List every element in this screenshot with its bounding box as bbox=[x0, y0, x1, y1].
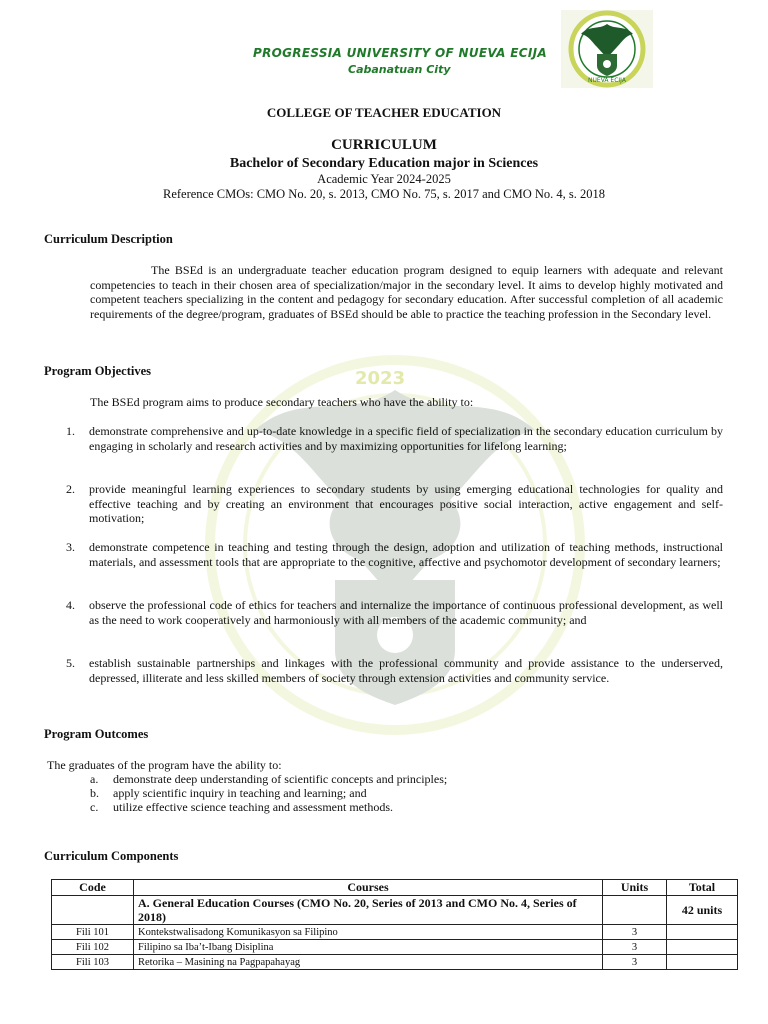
degree-title: Bachelor of Secondary Education major in Sciences bbox=[229, 156, 539, 171]
column-header-units: Units bbox=[603, 880, 667, 896]
table-row bbox=[52, 940, 738, 955]
course-code: Fili 101 bbox=[52, 925, 134, 940]
course-units: 3 bbox=[603, 925, 667, 940]
course-name: Filipino sa Iba’t-Ibang Disiplina bbox=[134, 940, 603, 955]
table-row bbox=[52, 925, 738, 940]
column-header-total: Total bbox=[667, 880, 738, 896]
objective-text: demonstrate comprehensive and up-to-date knowledge in a specific field of specialization in the secondary education curriculum by engaging in scholarly and research activities and by maximizing opportunities for lifelong learning; bbox=[89, 424, 723, 453]
outcome-text: demonstrate deep understanding of scientific concepts and principles; bbox=[113, 772, 448, 786]
course-units: 3 bbox=[603, 955, 667, 970]
column-header-courses: Courses bbox=[134, 880, 603, 896]
table-row bbox=[52, 955, 738, 970]
university-city: Cabanatuan City bbox=[348, 63, 451, 76]
section-heading-description: Curriculum Description bbox=[44, 232, 173, 246]
course-units: 3 bbox=[603, 940, 667, 955]
course-code: Fili 103 bbox=[52, 955, 134, 970]
section-heading-components: Curriculum Components bbox=[44, 849, 179, 863]
seal-year: 2023 bbox=[355, 368, 406, 389]
objective-number: 4. bbox=[66, 598, 75, 612]
outcomes-intro: The graduates of the program have the ability to: bbox=[47, 758, 282, 772]
college-name: COLLEGE OF TEACHER EDUCATION bbox=[266, 105, 502, 120]
group-total: 42 units bbox=[667, 896, 738, 925]
section-heading-objectives: Program Objectives bbox=[44, 364, 152, 378]
objective-number: 5. bbox=[66, 656, 75, 670]
academic-year: Academic Year 2024-2025 bbox=[317, 172, 451, 186]
objective-text: establish sustainable partnerships and linkages with the professional community and provide assistance to the underserved, depressed, illiterate and less skilled members of society through extension activities and community service. bbox=[89, 656, 723, 685]
outcome-letter: b. bbox=[90, 786, 99, 800]
objective-text: observe the professional code of ethics for teachers and internalize the importance of continuous professional development, as well as the need to work cooperatively and harmoniously with all members of the academic community; and bbox=[89, 598, 723, 627]
objective-text: demonstrate competence in teaching and testing through the design, adoption and utilization of teaching methods, instructional materials, and assessment tools that are appropriate to the cognitive, affective and psychomotor development of secondary learners; bbox=[89, 540, 723, 569]
section-heading-outcomes: Program Outcomes bbox=[44, 727, 149, 741]
university-name: PROGRESSIA UNIVERSITY OF NUEVA ECIJA bbox=[253, 46, 547, 60]
description-text: The BSEd is an undergraduate teacher education program designed to equip learners with adequate and relevant competencies to teach in their chosen area of specialization/major in the secondary level. It aims to develop highly motivated and competent teachers specializing in the content and pedagogy for secondary education. After successful completion of all academic requirements of the degree/program, graduates of BSEd should be able to practice the teaching profession in the Secondary level. bbox=[90, 263, 723, 321]
table-header-row bbox=[52, 880, 738, 896]
column-header-code: Code bbox=[52, 880, 134, 896]
course-code: Fili 102 bbox=[52, 940, 134, 955]
university-seal-logo bbox=[561, 10, 653, 88]
group-title: A. General Education Courses (CMO No. 20, Series of 2013 and CMO No. 4, Series of 2018) bbox=[134, 896, 603, 925]
page-title: CURRICULUM bbox=[331, 137, 437, 153]
table-group-row bbox=[52, 896, 738, 925]
outcome-letter: c. bbox=[90, 800, 99, 814]
reference-cmos: Reference CMOs: CMO No. 20, s. 2013, CMO No. 75, s. 2017 and CMO No. 4, s. 2018 bbox=[162, 187, 605, 201]
curriculum-components-table bbox=[51, 879, 738, 970]
objective-number: 1. bbox=[66, 424, 75, 438]
course-name: Retorika – Masining na Pagpapahayag bbox=[134, 955, 603, 970]
objective-text: provide meaningful learning experiences to secondary students by using emerging educational technologies for quality and effective teaching and by creating an environment that encourages positive social interaction, active engagement and self-motivation; bbox=[89, 482, 723, 526]
outcome-text: utilize effective science teaching and assessment methods. bbox=[113, 800, 394, 814]
course-name: Kontekstwalisadong Komunikasyon sa Filipino bbox=[134, 925, 603, 940]
objective-number: 3. bbox=[66, 540, 75, 554]
outcome-letter: a. bbox=[90, 772, 99, 786]
objective-number: 2. bbox=[66, 482, 75, 496]
seal-text: NUEVA ECIJA bbox=[588, 77, 626, 84]
outcome-text: apply scientific inquiry in teaching and learning; and bbox=[113, 786, 367, 800]
objectives-intro: The BSEd program aims to produce secondary teachers who have the ability to: bbox=[90, 395, 474, 409]
